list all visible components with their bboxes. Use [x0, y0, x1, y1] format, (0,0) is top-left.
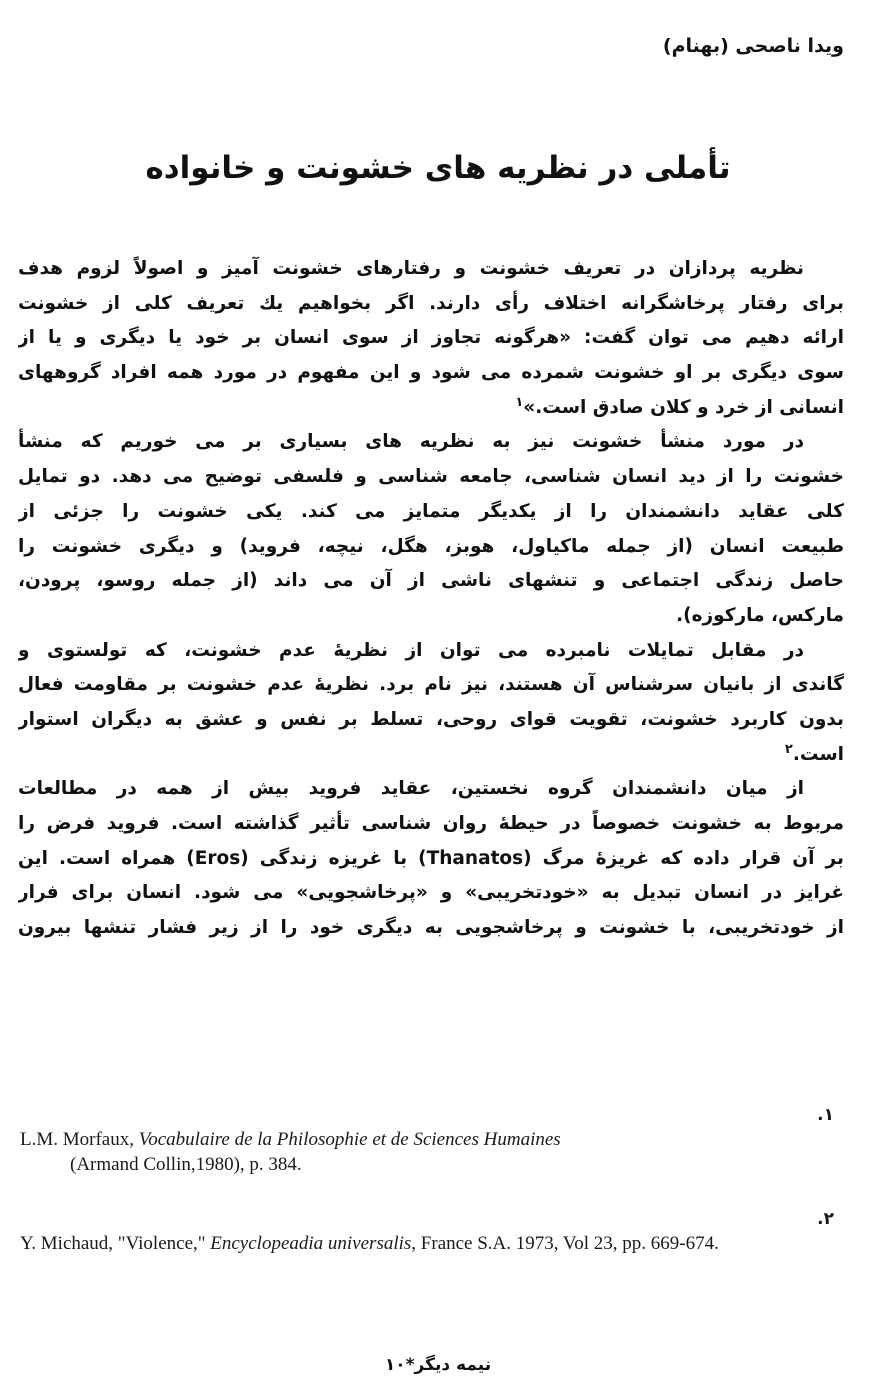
text-line: نظریه پردازان در تعریف خشونت و رفتارهای خشونت آمیز و اصولاً لزوم هدف: [18, 258, 804, 279]
text-line-last: [18, 391, 844, 426]
paragraph-2: [18, 425, 844, 633]
citation-details: , France S.A. 1973, Vol 23, pp. 669-674.: [411, 1233, 719, 1254]
page-footer: نیمه دیگر*۱۰: [384, 1355, 492, 1375]
text-line: بدون کاربرد خشونت، تقویت قوای روحی، تسلط بر نفس و عشق به دیگران استوار: [18, 708, 844, 730]
paragraph-1: [18, 252, 844, 425]
footnote-1: [20, 1103, 840, 1177]
paragraph-3: [18, 634, 844, 773]
footnote-marker-1: ۱: [515, 394, 524, 410]
footnote-number: ۱.: [817, 1105, 834, 1125]
text-line-last: [18, 738, 844, 773]
paragraph-4: [18, 772, 844, 945]
text-line: حاصل زندگی اجتماعی و تنشهای ناشی از آن می داند (از جمله روسو، پرودن،: [18, 570, 844, 592]
citation-work: Vocabulaire de la Philosophie et de Sciences Humaines: [138, 1129, 561, 1150]
article-body: [18, 252, 844, 946]
text-run: است.: [792, 743, 844, 765]
text-line: غرایز در انسان تبدیل به «خودتخریبی» و «پرخاشجویی» می شود. انسان برای فرار: [18, 882, 844, 904]
text-line: طبیعت انسان (از جمله ماکیاول، هوبز، هگل، نیچه، فروید) و دیگری خشونت را: [18, 535, 844, 557]
citation-author: Y. Michaud, "Violence,": [20, 1233, 211, 1254]
text-line: برای رفتار پرخاشگرانه اختلاف رأی دارند. اگر بخواهیم یك تعریف کلی از خشونت: [18, 292, 844, 314]
citation-work: Encyclopeadia universalis: [210, 1233, 412, 1254]
citation-details: (Armand Collin,1980), p. 384.: [70, 1154, 302, 1175]
text-line: در مقابل تمایلات نامبرده می توان از نظریهٔ عدم خشونت، که تولستوی و: [18, 639, 804, 661]
footnote-citation: [20, 1127, 840, 1177]
text-line: خشونت را از دید انسان شناسی، جامعه شناسی و فلسفی توضیح می دهد. دو تمایل: [18, 466, 844, 488]
text-line-last: مارکس، مارکوزه).: [676, 604, 844, 626]
text-line: سوی دیگری بر او خشونت شمرده می شود و این مفهوم در مورد همه افراد گروههای: [18, 362, 844, 384]
text-line: ارائه دهیم می توان گفت: «هرگونه تجاوز از سوی انسان بر خود یا دیگری و یا از: [18, 327, 844, 349]
footnote-citation: [20, 1231, 840, 1256]
footnotes-section: [20, 1103, 840, 1286]
article-title: تأملی در نظریه های خشونت و خانواده: [145, 150, 731, 186]
footnote-2: [20, 1207, 840, 1256]
text-line: بر آن قرار داده که غریزهٔ مرگ (Thanatos) با غریزه زندگی (Eros) همراه است. این: [18, 847, 844, 869]
text-run: انسانی از خرد و کلان صادق است.»: [523, 396, 844, 418]
text-line: از خودتخریبی، با خشونت و پرخاشجویی به دیگری خود را از زیر فشار تنشها بیرون: [18, 917, 844, 939]
footnote-marker-2: ۲: [784, 741, 793, 757]
text-line: مربوط به خشونت خصوصاً در حیطهٔ روان شناسی تأثیر گذاشته است. فروید فرض را: [18, 813, 844, 834]
author-name: ویدا ناصحی (بهنام): [662, 35, 844, 57]
text-line: در مورد منشأ خشونت نیز به نظریه های بسیاری بر می خوریم که منشأ: [18, 431, 804, 453]
text-line: از میان دانشمندان گروه نخستین، عقاید فروید بیش از همه در مطالعات: [18, 778, 804, 800]
footnote-number: ۲.: [817, 1209, 834, 1229]
citation-author: L.M. Morfaux,: [20, 1129, 139, 1150]
text-line: گاندی از بانیان سرشناس آن هستند، نیز نام برد. نظریهٔ عدم خشونت بر مقاومت فعال: [18, 674, 844, 696]
text-line: کلی عقاید دانشمندان را از یکدیگر متمایز می کند. یکی خشونت را جزئی از: [18, 500, 844, 522]
